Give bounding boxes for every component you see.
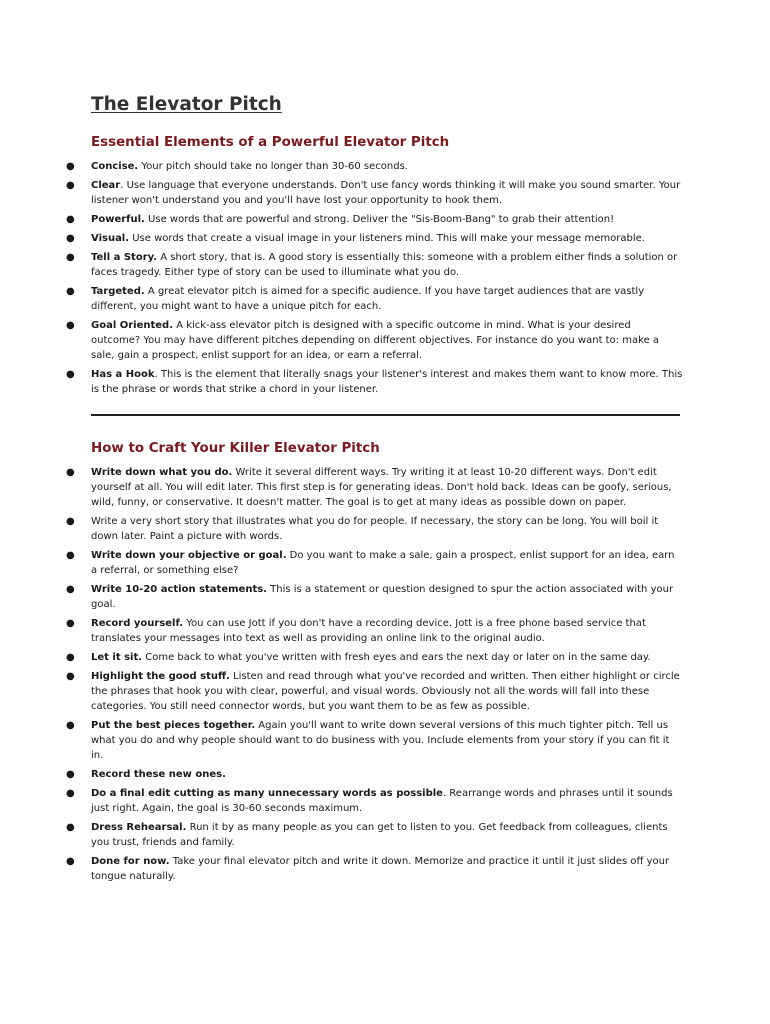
bullet-icon: ● — [66, 320, 75, 331]
bullet-icon: ● — [66, 252, 75, 263]
list-item — [0, 159, 683, 174]
item-lead: Let it sit. — [91, 652, 143, 663]
list-item — [0, 718, 683, 763]
essential-elements-list — [0, 159, 770, 401]
bullet-icon: ● — [66, 769, 75, 780]
bullet-icon: ● — [66, 369, 75, 380]
item-lead: Done for now. — [91, 856, 170, 867]
item-lead: Record these new ones. — [91, 769, 226, 780]
section-heading-essential-elements: Essential Elements of a Powerful Elevator Pitch — [91, 135, 450, 150]
list-item — [0, 284, 683, 314]
item-lead: Concise. — [91, 161, 139, 172]
item-body: Take your final elevator pitch and write it down. Memorize and practice it until it just slides off your tongue naturally. — [91, 856, 670, 882]
list-item — [0, 465, 683, 510]
list-item — [0, 178, 683, 208]
list-item — [0, 318, 683, 363]
bullet-icon: ● — [66, 856, 75, 867]
item-body: A short story, that is. A good story is essentially this: someone with a problem either finds a solution or faces tragedy. Either type of story can be used to illuminate what you do. — [91, 252, 678, 278]
bullet-icon: ● — [66, 516, 75, 527]
list-item — [0, 854, 683, 884]
item-lead: Dress Rehearsal. — [91, 822, 187, 833]
item-body: Your pitch should take no longer than 30-60 seconds. — [138, 161, 408, 172]
item-body: Do you want to make a sale, gain a prospect, enlist support for an idea, earn a referral, or something else? — [91, 550, 675, 576]
item-lead: Write down your objective or goal. — [91, 550, 287, 561]
item-body: Use words that create a visual image in your listeners mind. This will make your message memorable. — [129, 233, 645, 244]
list-item — [0, 548, 683, 578]
item-lead: Write down what you do. — [91, 467, 233, 478]
item-lead: Write 10-20 action statements. — [91, 584, 267, 595]
bullet-icon: ● — [66, 822, 75, 833]
list-item — [0, 582, 683, 612]
item-lead: Put the best pieces together. — [91, 720, 256, 731]
item-body: Listen and read through what you've recorded and written. Then either highlight or circle the phrases that hook you with clear, powerful, and visual words. Obviously not all the words will fall into these categories. You still need connector words, but you want them to be as few as possible. — [91, 671, 680, 712]
list-item — [0, 820, 683, 850]
item-body: A kick-ass elevator pitch is designed with a specific outcome in mind. What is your desired outcome? You may have different pitches depending on different objectives. For instance do you want to: make a sale, gain a prospect, enlist support for an idea, or earn a referral. — [91, 320, 660, 361]
list-item — [0, 650, 683, 665]
item-body: Come back to what you've written with fresh eyes and ears the next day or later on in the same day. — [142, 652, 651, 663]
list-item — [0, 514, 683, 544]
bullet-icon: ● — [66, 214, 75, 225]
item-lead: Record yourself. — [91, 618, 184, 629]
bullet-icon: ● — [66, 671, 75, 682]
bullet-icon: ● — [66, 161, 75, 172]
list-item — [0, 212, 683, 227]
item-lead: Targeted. — [91, 286, 145, 297]
list-item — [0, 231, 683, 246]
bullet-icon: ● — [66, 286, 75, 297]
item-body: . Rearrange words and phrases until it sounds just right. Again, the goal is 30-60 seconds maximum. — [91, 788, 673, 814]
bullet-icon: ● — [66, 550, 75, 561]
item-body: Run it by as many people as you can get to listen to you. Get feedback from colleagues, clients you trust, friends and family. — [91, 822, 668, 848]
horizontal-divider — [91, 414, 680, 416]
item-body: This is a statement or question designed to spur the action associated with your goal. — [91, 584, 674, 610]
bullet-icon: ● — [66, 652, 75, 663]
list-item — [0, 616, 683, 646]
section-heading-craft-pitch: How to Craft Your Killer Elevator Pitch — [91, 441, 380, 456]
item-lead: Clear — [91, 180, 121, 191]
item-body: . Use language that everyone understands. Don't use fancy words thinking it will make you sound smarter. Your listener won't understand you and you'll have lost your opportunity to hook them. — [91, 180, 681, 206]
list-item — [0, 250, 683, 280]
bullet-icon: ● — [66, 584, 75, 595]
bullet-icon: ● — [66, 180, 75, 191]
item-body: Write it several different ways. Try writing it at least 10-20 different ways. Don't edit yourself at all. You will edit later. This first step is for generating ideas. Don't hold back. Ideas can be goofy, serious, wild, funny, or conservative. It doesn't matter. The goal is to get at many ideas as possible down on paper. — [91, 467, 672, 508]
item-lead: Tell a Story. — [91, 252, 158, 263]
document-title: The Elevator Pitch — [91, 94, 282, 115]
item-lead: Powerful. — [91, 214, 145, 225]
item-body: Write a very short story that illustrates what you do for people. If necessary, the story can be long. You will boil it down later. Paint a picture with words. — [91, 516, 659, 542]
item-lead: Highlight the good stuff. — [91, 671, 230, 682]
list-item — [0, 669, 683, 714]
item-lead: Has a Hook — [91, 369, 155, 380]
craft-pitch-list — [0, 465, 770, 888]
item-body: You can use Jott if you don't have a recording device. Jott is a free phone based service that translates your messages into text as well as providing an online link to the original audio. — [91, 618, 646, 644]
bullet-icon: ● — [66, 233, 75, 244]
item-lead: Visual. — [91, 233, 130, 244]
bullet-icon: ● — [66, 467, 75, 478]
list-item — [0, 367, 683, 397]
item-body: . This is the element that literally snags your listener's interest and makes them want to know more. This is the phrase or words that strike a chord in your listener. — [91, 369, 683, 395]
item-lead: Do a final edit cutting as many unnecessary words as possible — [91, 788, 443, 799]
item-lead: Goal Oriented. — [91, 320, 174, 331]
list-item — [0, 767, 683, 782]
bullet-icon: ● — [66, 618, 75, 629]
item-body: Use words that are powerful and strong. Deliver the "Sis-Boom-Bang" to grab their attention! — [144, 214, 615, 225]
bullet-icon: ● — [66, 720, 75, 731]
bullet-icon: ● — [66, 788, 75, 799]
item-body: A great elevator pitch is aimed for a specific audience. If you have target audiences that are vastly different, you might want to have a unique pitch for each. — [91, 286, 645, 312]
list-item — [0, 786, 683, 816]
item-body: Again you'll want to write down several versions of this much tighter pitch. Tell us what you do and why people should want to do business with you. Include elements from your story if you can fit it in. — [91, 720, 670, 761]
